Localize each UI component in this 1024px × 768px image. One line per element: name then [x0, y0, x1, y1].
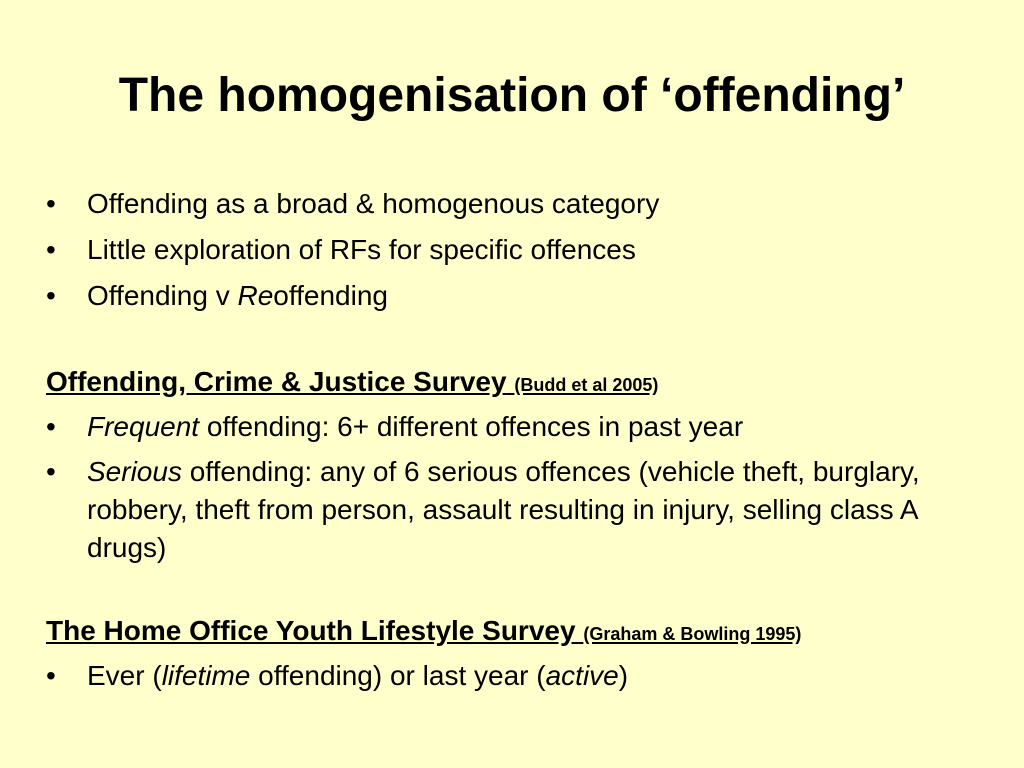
ocjs-heading-title: Offending, Crime & Justice Survey [46, 366, 507, 397]
yls-citation: (Graham & Bowling 1995) [583, 624, 802, 644]
ocjs-heading [46, 362, 986, 405]
yls-text-part3: ) [618, 660, 629, 691]
yls-text-part2: offending) or last year ( [250, 660, 546, 691]
bullet-text-suffix: offending [273, 280, 388, 311]
list-item [46, 407, 986, 447]
serious-term: Serious [87, 456, 182, 487]
frequent-text: offending: 6+ different offences in past year [199, 411, 744, 442]
yls-heading [46, 611, 986, 654]
ocjs-citation: (Budd et al 2005) [514, 375, 659, 395]
serious-text: offending: any of 6 serious offences (vehicle theft, burglary, robbery, theft from person, assault resulting in injury, selling class A drugs) [87, 456, 920, 563]
lifetime-term: lifetime [161, 660, 251, 691]
list-item [46, 230, 986, 270]
yls-text-part1: Ever ( [87, 660, 162, 691]
intro-bullet-list [46, 184, 986, 316]
bullet-text-italic: Re [237, 280, 274, 311]
slide-title: The homogenisation of ‘offending’ [118, 69, 906, 122]
list-item [46, 184, 986, 224]
active-term: active [545, 660, 619, 691]
bullet-text-prefix: Offending v [87, 280, 238, 311]
yls-heading-title: The Home Office Youth Lifestyle Survey [46, 615, 576, 646]
list-item [46, 276, 986, 316]
bullet-text: Little exploration of RFs for specific offences [87, 234, 636, 265]
frequent-term: Frequent [87, 411, 200, 442]
list-item [46, 656, 986, 696]
slide-body [46, 184, 986, 702]
list-item [46, 453, 986, 567]
ocjs-bullet-list [46, 407, 986, 567]
bullet-text: Offending as a broad & homogenous category [87, 188, 660, 219]
yls-bullet-list [46, 656, 986, 696]
